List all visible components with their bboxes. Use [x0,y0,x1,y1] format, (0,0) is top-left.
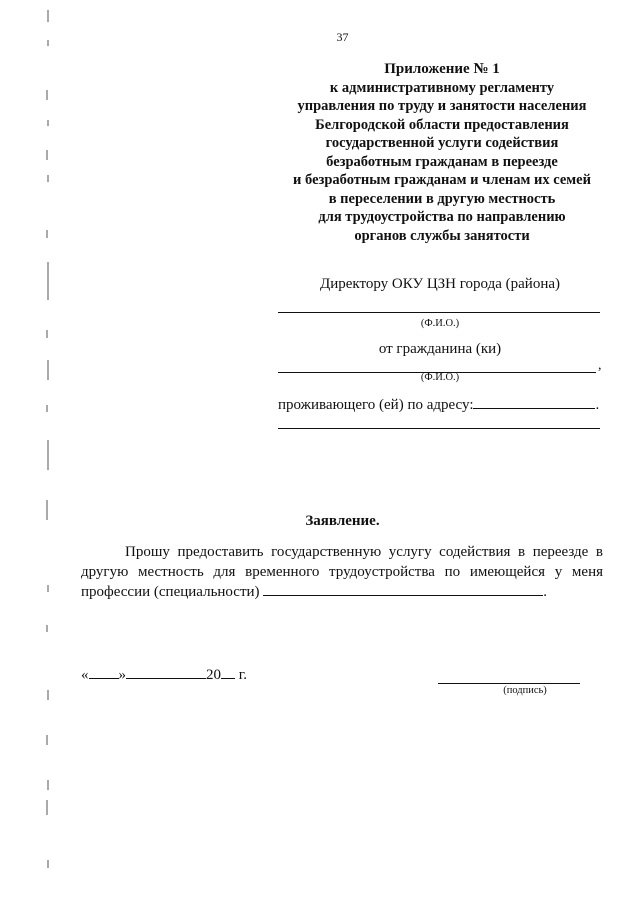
fio-caption: (Ф.И.О.) [420,372,460,383]
appendix-line: для трудоустройства по направлению [318,209,566,225]
appendix-line: государственной услуги содействия [325,135,559,151]
signature-caption: (подпись) [503,685,547,696]
statement-heading: Заявление. [305,513,380,529]
appendix-line: управления по труду и занятости населения [297,98,587,114]
appendix-line: Белгородской области предоставления [315,116,569,133]
year-prefix: 20 [206,667,221,683]
director-name-field[interactable] [278,312,600,313]
address-row [278,396,599,414]
fio-caption: (Ф.И.О.) [420,318,460,329]
appendix-header [268,60,616,245]
comma-mark: , [598,358,602,373]
year-field[interactable] [221,666,235,679]
year-suffix: г. [238,667,247,683]
appendix-line: к административному регламенту [329,79,555,96]
month-field[interactable] [126,666,206,679]
appendix-line: безработным гражданам в переезде [326,153,558,170]
appendix-line: в переселении в другую местность [328,190,556,207]
address-field[interactable] [473,396,595,409]
address-label: проживающего (ей) по адресу: [278,397,474,413]
open-quote: « [81,667,89,683]
address-field-second-line[interactable] [278,428,600,429]
statement-end-period: . [543,584,548,600]
addressee: Директору ОКУ ЦЗН города (района) [320,276,560,292]
address-period: . [595,397,600,413]
page-number: 37 [336,30,349,44]
appendix-line: и безработным гражданам и членам их семей [293,172,591,188]
date-row [81,666,247,684]
statement-text: Прошу предоставить государственную услугу содействия в переезде в другую местность для временного трудоустройства по имеющейся у меня профессии (специальности) [81,544,603,600]
binding-marks [30,0,60,905]
appendix-line: органов службы занятости [354,227,530,244]
profession-field[interactable] [263,583,543,596]
appendix-title: Приложение № 1 [384,61,500,77]
day-field[interactable] [89,666,119,679]
from-citizen-label: от гражданина (ки) [378,341,502,357]
close-quote: » [118,667,126,683]
statement-body [81,542,603,602]
signature-field[interactable] [438,683,580,684]
